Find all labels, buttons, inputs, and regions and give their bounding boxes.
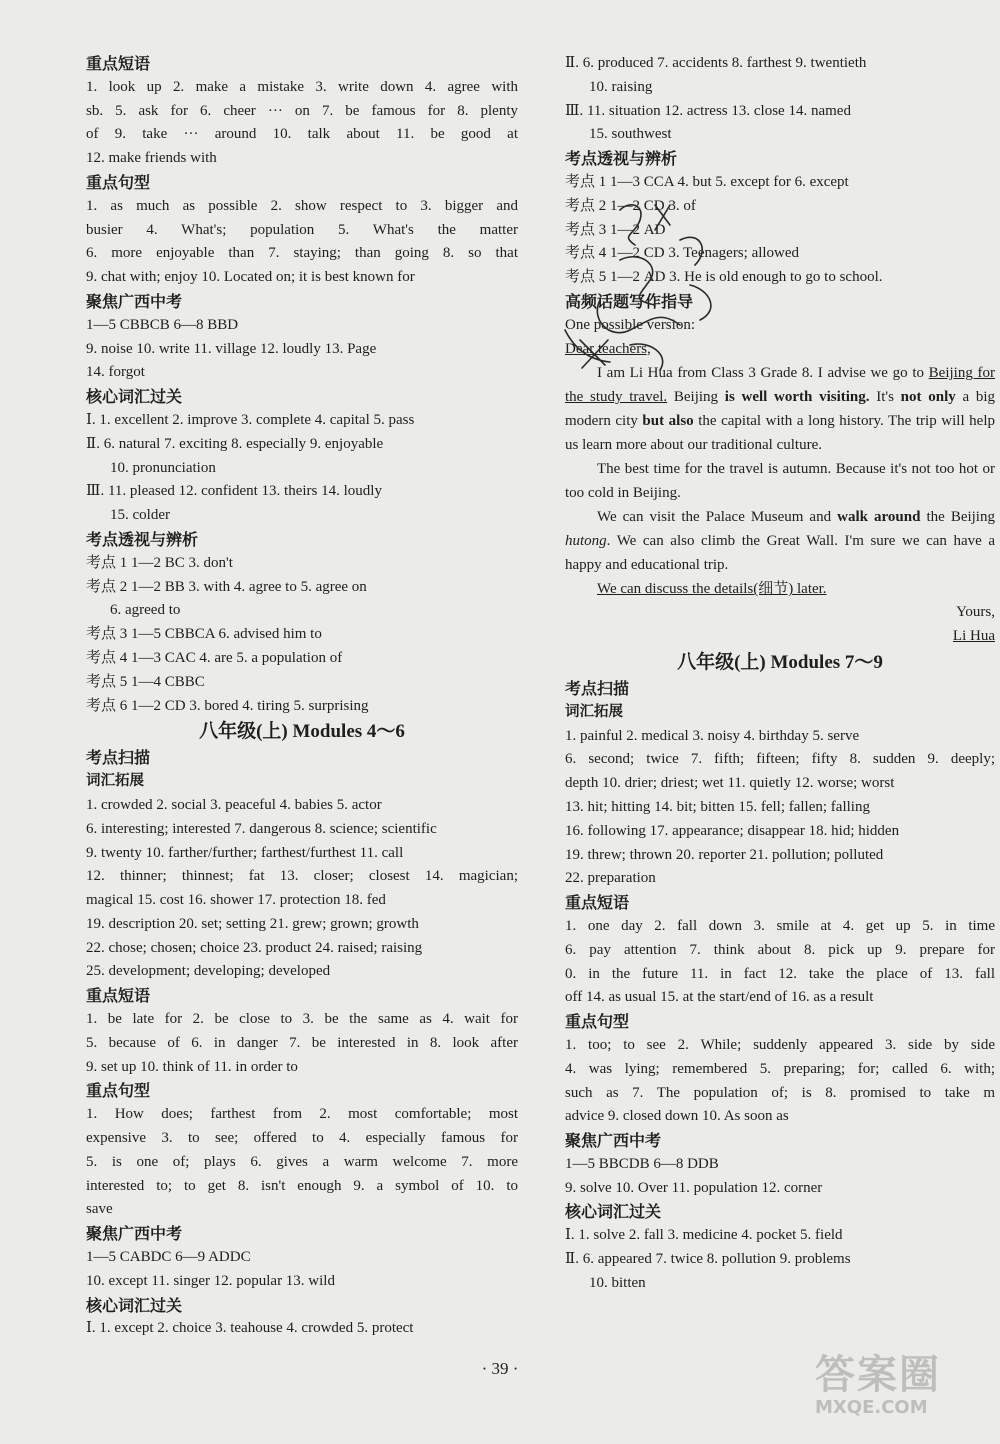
- essay-underlined: We can discuss the details(细节) later.: [597, 581, 827, 598]
- left-column: [86, 52, 518, 1341]
- unit-title: 八年级(上) Modules 7～9: [677, 651, 883, 673]
- essay-text: a big modern city: [565, 389, 996, 430]
- answer-line: Dear teachers,: [565, 340, 651, 357]
- answer-line: 1. too; to see 2. While; suddenly appeared 3. side by side: [565, 1036, 995, 1053]
- answer-line: 10. except 11. singer 12. popular 13. wild: [86, 1272, 335, 1289]
- answer-line: 1. be late for 2. be close to 3. be the same as 4. wait for: [86, 1011, 518, 1028]
- answer-line: 15. colder: [110, 507, 170, 524]
- answer-line: 9. noise 10. write 11. village 12. loudly 13. Page: [86, 340, 377, 357]
- answer-line: 考点 1 1—2 BC 3. don't: [86, 554, 233, 571]
- answer-line: 6. second; twice 7. fifth; fifteen; fifty 8. sudden 9. deeply;: [565, 751, 995, 768]
- answer-line: 考点 4 1—2 CD 3. Teenagers; allowed: [565, 245, 800, 262]
- answer-line: 14. forgot: [86, 364, 145, 381]
- answer-line: of 9. take ··· around 10. talk about 11. be good at: [86, 126, 518, 143]
- answer-line: 9. twenty 10. farther/further; farthest/furthest 11. call: [86, 844, 404, 861]
- answer-line: advice 9. closed down 10. As soon as: [565, 1108, 789, 1125]
- answer-line: 考点 5 1—4 CBBC: [86, 673, 205, 690]
- answer-line: 22. chose; chosen; choice 23. product 24. raised; raising: [86, 939, 423, 956]
- answer-line: save: [86, 1201, 113, 1218]
- answer-line: busier 4. What's; population 5. What's the matter: [86, 221, 518, 238]
- section-heading: 重点句型: [565, 1012, 630, 1032]
- answer-line: 6. agreed to: [110, 602, 181, 619]
- answer-line: Ⅲ. 11. situation 12. actress 13. close 14. named: [565, 102, 851, 119]
- answer-line: Ⅲ. 11. pleased 12. confident 13. theirs 14. loudly: [86, 483, 382, 500]
- essay-paragraph-4: [565, 577, 995, 601]
- essay-text: the Beijing: [920, 509, 995, 526]
- answer-line: 19. threw; thrown 20. reporter 21. pollution; polluted: [565, 846, 884, 863]
- right-column: [565, 52, 995, 1296]
- answer-line: One possible version:: [565, 316, 695, 333]
- essay-underlined: Beijing for the study travel.: [565, 365, 996, 406]
- section-heading: 聚焦广西中考: [86, 291, 183, 311]
- answer-line: Ⅰ. 1. except 2. choice 3. teahouse 4. crowded 5. protect: [86, 1320, 414, 1337]
- answer-line: interested to; to get 8. isn't enough 9. a symbol of 10. to: [86, 1177, 518, 1194]
- answer-line: 1. How does; farthest from 2. most comfortable; most: [86, 1106, 518, 1123]
- answer-line: 4. was lying; remembered 5. preparing; for; called 6. with;: [565, 1060, 995, 1077]
- answer-line: 6. interesting; interested 7. dangerous 8. science; scientific: [86, 820, 437, 837]
- section-heading: 核心词汇过关: [86, 1295, 183, 1315]
- answer-line: 12. make friends with: [86, 150, 217, 167]
- essay-text: . We can also climb the Great Wall. I'm sure we can have a happy and educational trip.: [565, 533, 995, 574]
- answer-line: 考点 2 1—2 BB 3. with 4. agree to 5. agree on: [86, 578, 367, 595]
- right-bottom-section: [565, 649, 995, 1296]
- section-heading: 重点短语: [86, 986, 151, 1006]
- essay-text: Beijing: [667, 389, 725, 406]
- answer-line: 考点 2 1—2 CD 3. of: [565, 197, 696, 214]
- answer-line: 10. raising: [589, 78, 653, 95]
- watermark-logo: [815, 1353, 990, 1438]
- answer-line: 10. bitten: [589, 1274, 646, 1291]
- answer-line: 1—5 CABDC 6—9 ADDC: [86, 1249, 251, 1266]
- section-heading: 考点透视与辨析: [86, 529, 199, 549]
- section-heading: 考点透视与辨析: [565, 149, 678, 169]
- answer-line: depth 10. drier; driest; wet 11. quietly 12. worse; worst: [565, 775, 895, 792]
- answer-line: 考点 1 1—3 CCA 4. but 5. except for 6. except: [565, 173, 849, 190]
- answer-line: 9. chat with; enjoy 10. Located on; it is best known for: [86, 269, 415, 286]
- answer-line: 10. pronunciation: [110, 459, 216, 476]
- page-number: · 39 ·: [481, 1359, 519, 1378]
- answer-line: 6. more enjoyable than 7. staying; than going 8. so that: [86, 245, 518, 262]
- answer-line: 1—5 BBCDB 6—8 DDB: [565, 1155, 719, 1172]
- essay-signature: [565, 625, 995, 649]
- essay-bold: is well worth visiting.: [724, 389, 870, 406]
- answer-line: 9. solve 10. Over 11. population 12. corner: [565, 1179, 823, 1196]
- unit-title: 八年级(上) Modules 4～6: [199, 721, 405, 743]
- answer-line: 9. set up 10. think of 11. in order to: [86, 1058, 298, 1075]
- section-heading: 聚焦广西中考: [86, 1224, 183, 1244]
- essay-text: We can visit the Palace Museum and: [597, 509, 838, 526]
- essay-text: I am Li Hua from Class 3 Grade 8. I advise we go to: [597, 365, 929, 382]
- answer-line: such as 7. The population of; is 8. promised to take m: [565, 1084, 995, 1101]
- section-heading: 重点句型: [86, 1081, 151, 1101]
- answer-line: Ⅰ. 1. excellent 2. improve 3. complete 4. capital 5. pass: [86, 411, 415, 428]
- section-heading: 重点句型: [86, 172, 151, 192]
- essay-paragraph-1: [565, 361, 995, 457]
- answer-line: 13. hit; hitting 14. bit; bitten 15. fell; fallen; falling: [565, 798, 870, 815]
- watermark-text: 答案圈: [815, 1352, 941, 1398]
- subsection-heading: 词汇拓展: [86, 773, 144, 790]
- answer-line: 1. as much as possible 2. show respect to 3. bigger and: [86, 197, 518, 214]
- section-heading: 聚焦广西中考: [565, 1131, 662, 1151]
- answer-line: Ⅱ. 6. appeared 7. twice 8. pollution 9. problems: [565, 1251, 851, 1268]
- section-heading: 重点短语: [86, 54, 151, 73]
- essay-bold: not only: [900, 389, 956, 406]
- answer-line: 15. southwest: [589, 126, 672, 143]
- essay-text: the capital with a long history. The trip will help us learn more about our traditional culture.: [565, 413, 995, 454]
- essay-signoff: Yours,: [956, 604, 995, 621]
- answer-line: 12. thinner; thinnest; fat 13. closer; closest 14. magician;: [86, 868, 518, 885]
- essay-paragraph-2: The best time for the travel is autumn. Because it's not too hot or too cold in Beijing.: [565, 461, 995, 502]
- answer-line: 考点 4 1—3 CAC 4. are 5. a population of: [86, 649, 343, 666]
- answer-line: magical 15. cost 16. shower 17. protection 18. fed: [86, 892, 386, 909]
- section-heading: 核心词汇过关: [86, 387, 183, 407]
- section-heading: 考点扫描: [86, 748, 151, 768]
- answer-line: 25. development; developing; developed: [86, 963, 331, 980]
- answer-line: 5. because of 6. in danger 7. be interested in 8. look after: [86, 1034, 518, 1051]
- essay-paragraph-3: [565, 505, 995, 577]
- sample-essay: [565, 361, 995, 649]
- right-top-section: [565, 52, 995, 361]
- answer-line: expensive 3. to see; offered to 4. especially famous for: [86, 1130, 518, 1147]
- answer-line: Ⅱ. 6. natural 7. exciting 8. especially 9. enjoyable: [86, 435, 384, 452]
- answer-line: 1. one day 2. fall down 3. smile at 4. get up 5. in time: [565, 917, 995, 934]
- answer-line: Ⅱ. 6. produced 7. accidents 8. farthest 9. twentieth: [565, 55, 867, 71]
- answer-line: 0. in the future 11. in fact 12. take the place of 13. fall: [565, 965, 995, 982]
- answer-line: 19. description 20. set; setting 21. grew; grown; growth: [86, 915, 419, 932]
- answer-line: 考点 5 1—2 AD 3. He is old enough to go to school.: [565, 269, 883, 286]
- essay-bold: but also: [642, 413, 694, 430]
- answer-line: 1. look up 2. make a mistake 3. write down 4. agree with: [86, 78, 518, 95]
- answer-line: off 14. as usual 15. at the start/end of 16. as a result: [565, 989, 874, 1006]
- answer-line: sb. 5. ask for 6. cheer ··· on 7. be famous for 8. plenty: [86, 102, 518, 119]
- essay-signature-name: Li Hua: [952, 628, 995, 645]
- essay-text: It's: [869, 389, 901, 406]
- watermark-url: MXQE.COM: [815, 1397, 928, 1418]
- answer-line: 1—5 CBBCB 6—8 BBD: [86, 316, 239, 333]
- answer-line: 考点 6 1—2 CD 3. bored 4. tiring 5. surprising: [86, 697, 369, 714]
- section-heading: 核心词汇过关: [565, 1202, 662, 1222]
- answer-line: 16. following 17. appearance; disappear 18. hid; hidden: [565, 822, 900, 839]
- subsection-heading: 词汇拓展: [565, 703, 623, 720]
- answer-line: Ⅰ. 1. solve 2. fall 3. medicine 4. pocket 5. field: [565, 1227, 843, 1244]
- answer-line: 1. painful 2. medical 3. noisy 4. birthday 5. serve: [565, 727, 860, 744]
- section-heading: 考点扫描: [565, 678, 630, 698]
- essay-bold: walk around: [837, 509, 921, 526]
- section-heading: 高频话题写作指导: [565, 291, 694, 311]
- answer-line: 1. crowded 2. social 3. peaceful 4. babies 5. actor: [86, 796, 382, 813]
- answer-line: 考点 3 1—2 AD: [565, 221, 666, 238]
- essay-italic: hutong: [565, 533, 607, 550]
- answer-line: 22. preparation: [565, 870, 656, 887]
- answer-line: 6. pay attention 7. think about 8. pick up 9. prepare for: [565, 941, 995, 958]
- section-heading: 重点短语: [565, 893, 630, 913]
- answer-line: 考点 3 1—5 CBBCA 6. advised him to: [86, 626, 322, 643]
- answer-line: 5. is one of; plays 6. gives a warm welcome 7. more: [86, 1153, 518, 1170]
